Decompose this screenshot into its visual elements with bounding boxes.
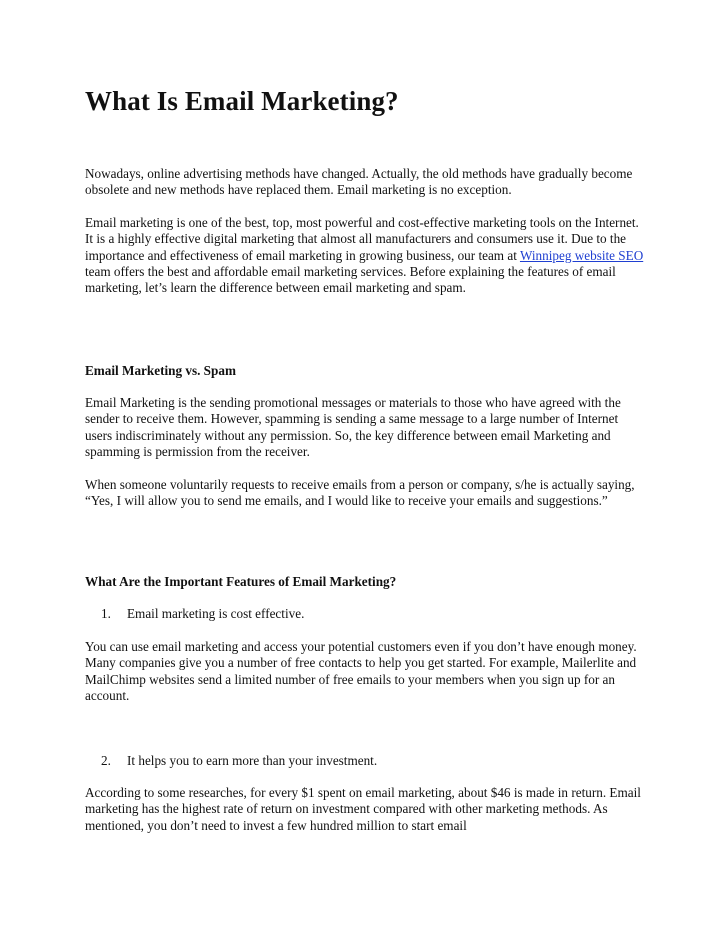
page-title: What Is Email Marketing? <box>85 86 399 116</box>
winnipeg-seo-link[interactable]: Winnipeg website SEO <box>519 247 644 263</box>
list-item <box>101 753 661 769</box>
overview-paragraph <box>85 215 645 296</box>
list-item-text: It helps you to earn more than your investment. <box>127 753 378 768</box>
section-heading-features: What Are the Important Features of Email Marketing? <box>85 574 397 589</box>
cost-effective-paragraph: You can use email marketing and access your potential customers even if you don’t have enough money. Many companies give you a number of free contacts to help you get started. For example, Mailerlite and MailChimp websites send a limited number of free emails to your members when you sign up for an account. <box>85 639 637 703</box>
list-item-text: Email marketing is cost effective. <box>127 606 305 621</box>
roi-paragraph: According to some researches, for every $1 spent on email marketing, about $46 is made in return. Email marketing has the highest rate of return on investment compared with other marketing methods. As mentioned, you don’t need to invest a few hundred million to start email <box>85 785 641 833</box>
section-heading-email-vs-spam: Email Marketing vs. Spam <box>85 363 236 378</box>
intro-paragraph: Nowadays, online advertising methods have changed. Actually, the old methods have gradually become obsolete and new methods have replaced them. Email marketing is no exception. <box>85 166 633 198</box>
list-item <box>101 606 661 622</box>
list-item-number: 1. <box>101 606 111 621</box>
list-item-number: 2. <box>101 753 111 768</box>
overview-text-before-link: Email marketing is one of the best, top, most powerful and cost-effective marketing tools on the Internet. It is a highly effective digital marketing that almost all manufacturers and consumers use it. Due to the importance and effectiveness of email marketing in growing business, our team at <box>85 215 639 263</box>
voluntary-request-paragraph: When someone voluntarily requests to receive emails from a person or company, s/he is actually saying, “Yes, I will allow you to send me emails, and I would like to receive your emails and suggestions.” <box>85 477 635 509</box>
overview-text-after-link: team offers the best and affordable email marketing services. Before explaining the features of email marketing, let’s learn the difference between email marketing and spam. <box>85 263 616 296</box>
email-vs-spam-paragraph: Email Marketing is the sending promotional messages or materials to those who have agreed with the sender to receive them. However, spamming is sending a same message to a large number of Internet users indiscriminately without any permission. So, the key difference between email Marketing and spamming is permission from the receiver. <box>85 395 621 459</box>
